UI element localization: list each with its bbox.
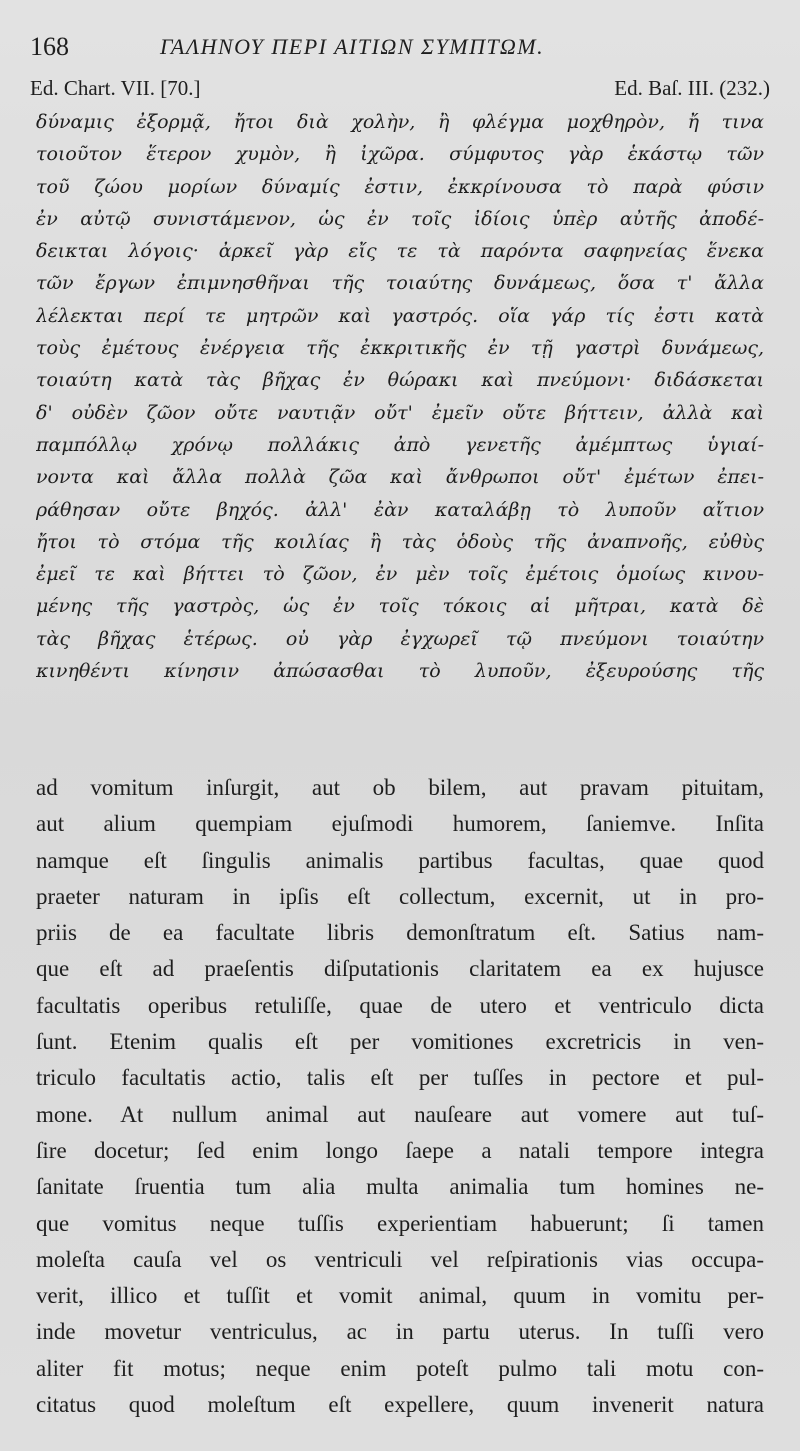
greek-line: τὰς βῆχας ἑτέρως. οὐ γὰρ ἐγχωρεῖ τῷ πνεύμονι τοιαύτην <box>36 627 764 650</box>
greek-line: ἐν αὐτῷ συνιστάμενον, ὡς ἐν τοῖς ἰδίοις ὑπὲρ αὐτῆς ἀποδέ- <box>36 207 764 230</box>
edition-references <box>30 76 770 106</box>
greek-line: μένης τῆς γαστρὸς, ὡς ἐν τοῖς τόκοις αἱ μῆτραι, κατὰ δὲ <box>36 595 764 618</box>
latin-line: priis de ea facultate libris demonſtratum eſt. Satius nam- <box>36 920 764 946</box>
edition-reference-basel: Ed. Baſ. III. (232.) <box>614 76 770 100</box>
latin-line: ſire docetur; ſed enim longo ſaepe a natali tempore integra <box>36 1137 764 1163</box>
latin-line: ſanitate ſruentia tum alia multa animalia tum homines ne- <box>36 1174 764 1200</box>
greek-line: τοὺς ἐμέτους ἐνέργεια τῆς ἐκκριτικῆς ἐν τῇ γαστρὶ δυνάμεως, <box>36 337 764 360</box>
page-header <box>30 24 770 68</box>
greek-line: νοντα καὶ ἄλλα πολλὰ ζῶα καὶ ἄνθρωποι οὔτ' ἐμέτων ἐπει- <box>36 466 764 489</box>
latin-line: que eſt ad praeſentis diſputationis claritatem ea ex hujusce <box>36 956 764 982</box>
latin-line: triculo facultatis actio, talis eſt per tuſſes in pectore et pul- <box>36 1065 764 1091</box>
latin-line: moleſta cauſa vel os ventriculi vel reſpirationis vias occupa- <box>36 1246 764 1272</box>
latin-line: aliter fit motus; neque enim poteſt pulmo tali motu con- <box>36 1355 764 1381</box>
latin-line: verit, illico et tuſſit et vomit animal, quum in vomitu per- <box>36 1283 764 1309</box>
greek-line: δεικται λόγοις· ἀρκεῖ γὰρ εἴς τε τὰ παρόντα σαφηνείας ἕνεκα <box>36 240 764 263</box>
greek-line: ράθησαν οὔτε βηχός. ἀλλ' ἐὰν καταλάβῃ τὸ λυποῦν αἴτιον <box>36 498 764 521</box>
latin-line: que vomitus neque tuſſis experientiam habuerunt; ſi tamen <box>36 1210 764 1236</box>
latin-line: mone. At nullum animal aut nauſeare aut vomere aut tuſ- <box>36 1101 764 1127</box>
greek-line: ἤτοι τὸ στόμα τῆς κοιλίας ἢ τὰς ὁδοὺς τῆς ἀναπνοῆς, εὐθὺς <box>36 530 764 553</box>
greek-line: δ' οὐδὲν ζῶον οὔτε ναυτιᾷν οὔτ' ἐμεῖν οὔτε βήττειν, ἀλλὰ καὶ <box>36 401 764 424</box>
greek-line: κινηθέντι κίνησιν ἀπώσασθαι τὸ λυποῦν, ἐξευρούσης τῆς <box>36 660 764 683</box>
page-number: 168 <box>30 32 69 61</box>
greek-line: ἐμεῖ τε καὶ βήττει τὸ ζῶον, ἐν μὲν τοῖς ἐμέτοις ὁμοίως κινου- <box>36 563 764 586</box>
greek-line: λέλεκται περί τε μητρῶν καὶ γαστρός. οἵα γάρ τίς ἐστι κατὰ <box>36 304 764 327</box>
latin-line: aut alium quempiam ejuſmodi humorem, ſaniemve. Inſita <box>36 811 764 837</box>
greek-text-block <box>36 106 764 687</box>
greek-line: τῶν ἔργων ἐπιμνησθῆναι τῆς τοιαύτης δυνάμεως, ὅσα τ' ἄλλα <box>36 272 764 295</box>
edition-reference-chartier: Ed. Chart. VII. [70.] <box>30 76 201 100</box>
latin-line: ſunt. Etenim qualis eſt per vomitiones excretricis in ven- <box>36 1029 764 1055</box>
latin-line: namque eſt ſingulis animalis partibus facultas, quae quod <box>36 847 764 873</box>
latin-line: ad vomitum inſurgit, aut ob bilem, aut pravam pituitam, <box>36 775 764 800</box>
greek-line: δύναμις ἐξορμᾷ, ἤτοι διὰ χολὴν, ἢ φλέγμα μοχθηρὸν, ἤ τινα <box>36 111 764 133</box>
greek-line: τοῦ ζώου μορίων δύναμίς ἐστιν, ἐκκρίνουσα τὸ παρὰ φύσιν <box>36 175 764 198</box>
latin-line: praeter naturam in ipſis eſt collectum, excernit, ut in pro- <box>36 883 764 909</box>
greek-line: τοιαύτη κατὰ τὰς βῆχας ἐν θώρακι καὶ πνεύμονι· διδάσκεται <box>36 369 764 392</box>
running-title: ΓΑΛΗΝΟΥ ΠΕΡΙ ΑΙΤΙΩΝ ΣΥΜΠΤΩΜ. <box>160 34 545 59</box>
greek-line: παμπόλλῳ χρόνῳ πολλάκις ἀπὸ γενετῆς ἀμέμπτως ὑγιαί- <box>36 433 764 456</box>
latin-line: citatus quod moleſtum eſt expellere, quum invenerit natura <box>36 1392 764 1418</box>
latin-text-block <box>36 770 764 1423</box>
latin-line: inde movetur ventriculus, ac in partu uterus. In tuſſi vero <box>36 1319 764 1345</box>
greek-line: τοιοῦτον ἕτερον χυμὸν, ἢ ἰχῶρα. σύμφυτος γὰρ ἑκάστῳ τῶν <box>36 143 764 166</box>
latin-line: facultatis operibus retuliſſe, quae de utero et ventriculo dicta <box>36 992 764 1018</box>
